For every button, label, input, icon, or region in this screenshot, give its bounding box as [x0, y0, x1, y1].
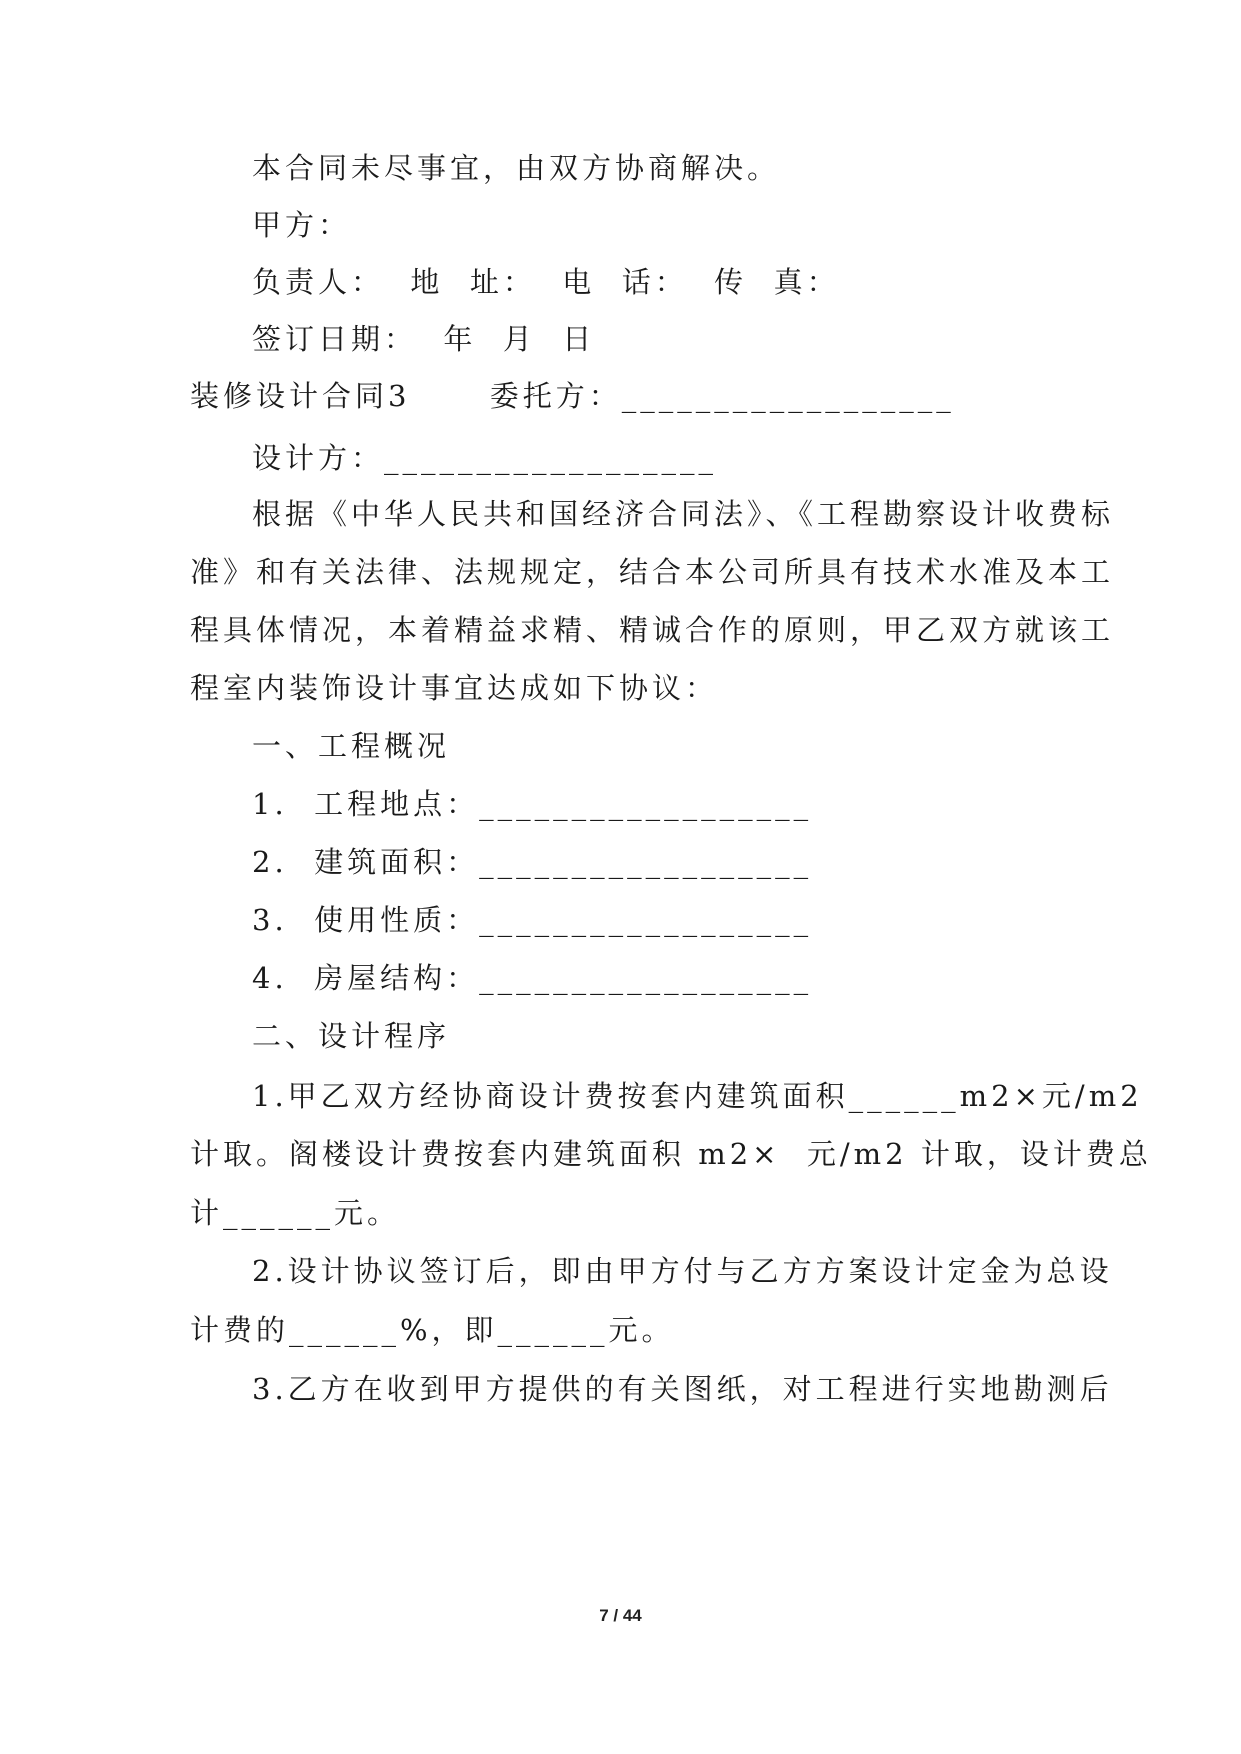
paragraph-closing-clause: 本合同未尽事宜，由双方协商解决。 — [252, 151, 781, 185]
contract-heading-client-line: 装修设计合同3 委托方：__________________ — [190, 379, 955, 413]
contact-fields-line: 负责人： 地 址： 电 话： 传 真： — [252, 265, 840, 299]
intro-paragraph-line-3: 程具体情况，本着精益求精、精诚合作的原则，甲乙双方就该工 — [190, 613, 1115, 647]
signing-date-line: 签订日期： 年 月 日 — [252, 322, 596, 356]
designer-line: 设计方：__________________ — [252, 441, 718, 475]
intro-paragraph-line-2: 准》和有关法律、法规规定，结合本公司所具有技术水准及本工 — [190, 555, 1115, 589]
clause-3-line-1: 3.乙方在收到甲方提供的有关图纸，对工程进行实地勘测后 — [252, 1372, 1113, 1406]
section-heading-design-procedure: 二、设计程序 — [252, 1019, 451, 1053]
clause-2-line-1: 2.设计协议签订后，即由甲方付与乙方方案设计定金为总设 — [252, 1254, 1113, 1288]
list-item-usage-type: 3. 使用性质：__________________ — [252, 903, 813, 937]
list-item-project-location: 1. 工程地点：__________________ — [252, 787, 813, 821]
clause-1-line-2: 计取。阁楼设计费按套内建筑面积 m2× 元/m2 计取，设计费总 — [190, 1137, 1152, 1171]
clause-1-line-1: 1.甲乙双方经协商设计费按套内建筑面积______m2×元/m2 — [252, 1079, 1143, 1113]
page-number: 7 / 44 — [599, 1606, 642, 1625]
list-item-building-area: 2. 建筑面积：__________________ — [252, 845, 813, 879]
intro-paragraph-line-1: 根据《中华人民共和国经济合同法》、《工程勘察设计收费标 — [252, 497, 1115, 531]
clause-2-line-2: 计费的______%，即______元。 — [190, 1313, 675, 1347]
intro-paragraph-line-4: 程室内装饰设计事宜达成如下协议： — [190, 671, 719, 705]
clause-1-line-3: 计______元。 — [190, 1196, 401, 1230]
section-heading-project-overview: 一、工程概况 — [252, 729, 451, 763]
party-a-label: 甲方： — [252, 208, 352, 242]
list-item-house-structure: 4. 房屋结构：__________________ — [252, 961, 813, 995]
